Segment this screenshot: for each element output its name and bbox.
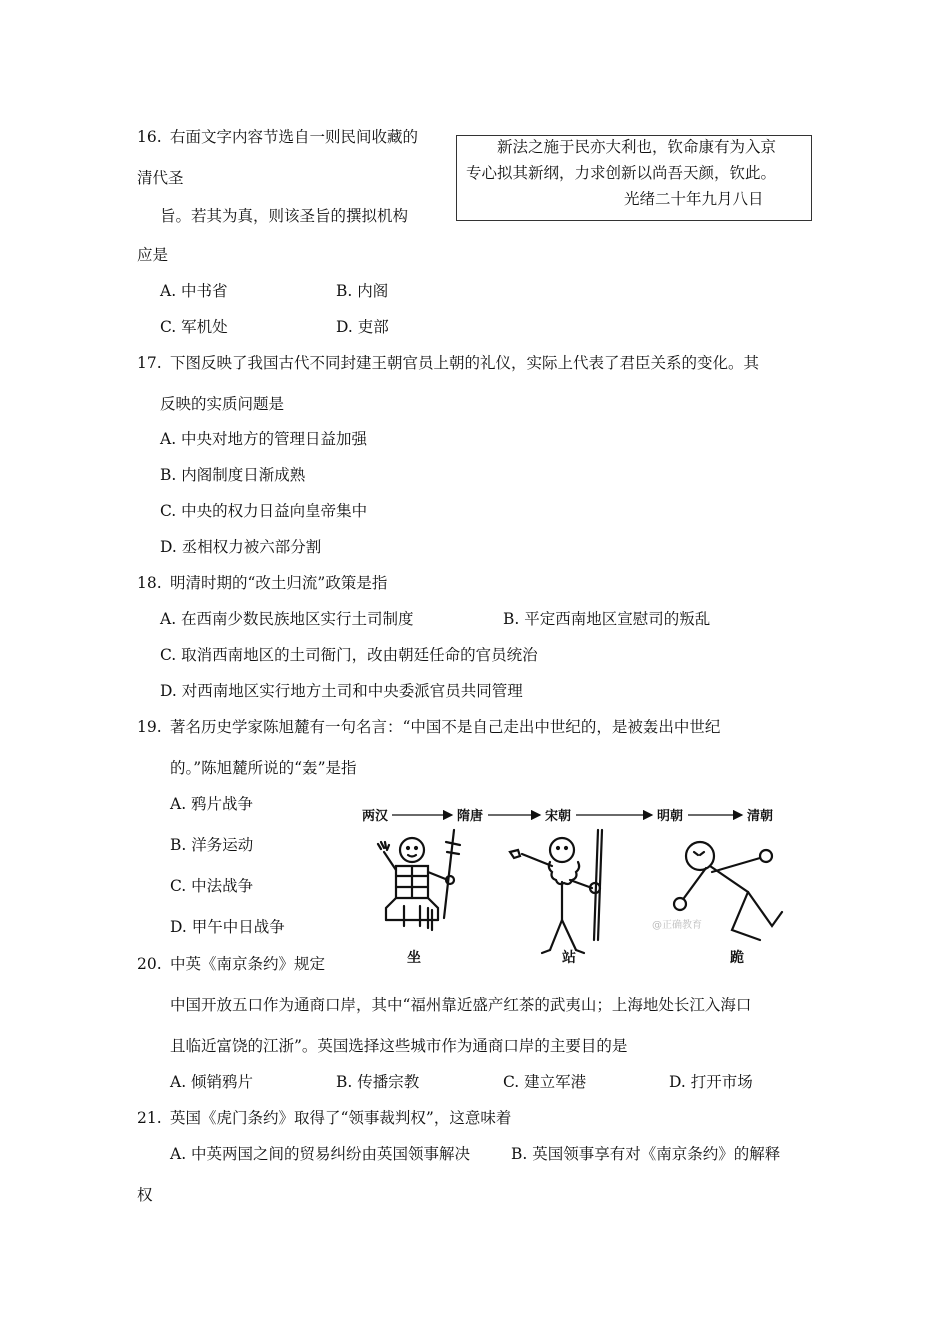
q20-stem-line2: 中国开放五口作为通商口岸，其中“福州靠近盛产红茶的武夷山；上海地处长江入海口 [170, 996, 752, 1014]
q19-number: 19. [137, 718, 162, 736]
q20-option-d: D. 打开市场 [669, 1073, 753, 1091]
dynasty-label-ming: 明朝 [657, 809, 684, 824]
q21-option-a: A. 中英两国之间的贸易纠纷由英国领事解决 [170, 1145, 471, 1163]
q18-option-a: A. 在西南少数民族地区实行土司制度 [160, 610, 414, 628]
posture-label-stand: 站 [562, 950, 576, 966]
q20-stem-line3: 且临近富饶的江浙”。英国选择这些城市作为通商口岸的主要目的是 [170, 1037, 628, 1055]
q17-option-c: C. 中央的权力日益向皇帝集中 [160, 502, 368, 520]
q17-option-b: B. 内阁制度日渐成熟 [160, 466, 306, 484]
q16-option-a: A. 中书省 [160, 282, 228, 300]
q21-option-b: B. 英国领事享有对《南京条约》的解释 [511, 1145, 781, 1163]
q18-option-c: C. 取消西南地区的土司衙门，改由朝廷任命的官员统治 [160, 646, 538, 664]
q16-number: 16. [137, 128, 162, 146]
q20-stem-line1: 中英《南京条约》规定 [170, 955, 326, 973]
q19-stem-line1: 著名历史学家陈旭麓有一句名言：“中国不是自己走出中世纪的，是被轰出中世纪 [170, 718, 721, 736]
q16-option-b: B. 内阁 [336, 282, 389, 300]
standing-official-figure [510, 830, 602, 953]
q18-number: 18. [137, 574, 162, 592]
q18-option-d: D. 对西南地区实行地方土司和中央委派官员共同管理 [160, 682, 523, 700]
q17-stem-line1: 下图反映了我国古代不同封建王朝官员上朝的礼仪，实际上代表了君臣关系的变化。其 [170, 354, 760, 372]
q16-stem-line4: 应是 [137, 246, 169, 264]
dynasty-label-sui-tang: 隋唐 [457, 809, 484, 824]
q17-option-a: A. 中央对地方的管理日益加强 [160, 430, 368, 448]
q18-stem: 明清时期的“改土归流”政策是指 [170, 574, 388, 592]
dynasty-label-song: 宋朝 [545, 809, 572, 824]
q19-option-d: D. 甲午中日战争 [170, 918, 285, 936]
q20-option-a: A. 倾销鸦片 [170, 1073, 254, 1091]
edict-line1: 新法之施于民亦大利也，钦命康有为入京 [497, 138, 777, 156]
q19-stem-line2: 的。”陈旭麓所说的“轰”是指 [170, 759, 357, 777]
seated-official-figure [378, 830, 460, 930]
q19-option-b: B. 洋务运动 [170, 836, 254, 854]
dynasty-label-han: 两汉 [362, 809, 389, 824]
court-etiquette-figure [352, 800, 802, 970]
q19-option-a: A. 鸦片战争 [170, 795, 254, 813]
q17-stem-line2: 反映的实质问题是 [160, 395, 285, 413]
q20-option-c: C. 建立军港 [503, 1073, 587, 1091]
q20-number: 20. [137, 955, 162, 973]
dynasty-label-qing: 清朝 [747, 809, 774, 824]
edict-date: 光绪二十年九月八日 [624, 190, 764, 208]
q20-option-b: B. 传播宗教 [336, 1073, 420, 1091]
q17-number: 17. [137, 354, 162, 372]
q18-option-b: B. 平定西南地区宣慰司的叛乱 [503, 610, 711, 628]
q21-stem: 英国《虎门条约》取得了“领事裁判权”，这意味着 [170, 1109, 512, 1127]
posture-label-kneel: 跪 [730, 950, 744, 966]
q16-stem-line1: 右面文字内容节选自一则民间收藏的 [170, 128, 419, 146]
watermark-text: @正确教育 [652, 920, 702, 931]
q21-number: 21. [137, 1109, 162, 1127]
posture-label-sit: 坐 [407, 950, 421, 966]
court-etiquette-illustration [352, 800, 802, 970]
edict-line2: 专心拟其新纲，力求创新以尚吾天颜，钦此。 [466, 164, 777, 182]
q16-stem-line3: 旨。若其为真，则该圣旨的撰拟机构 [160, 207, 409, 225]
q19-option-c: C. 中法战争 [170, 877, 254, 895]
q16-option-d: D. 吏部 [336, 318, 389, 336]
q21-option-b-wrap: 权 [137, 1186, 153, 1204]
q16-option-c: C. 军机处 [160, 318, 228, 336]
q17-option-d: D. 丞相权力被六部分割 [160, 538, 322, 556]
q16-stem-line2: 清代圣 [137, 169, 184, 187]
